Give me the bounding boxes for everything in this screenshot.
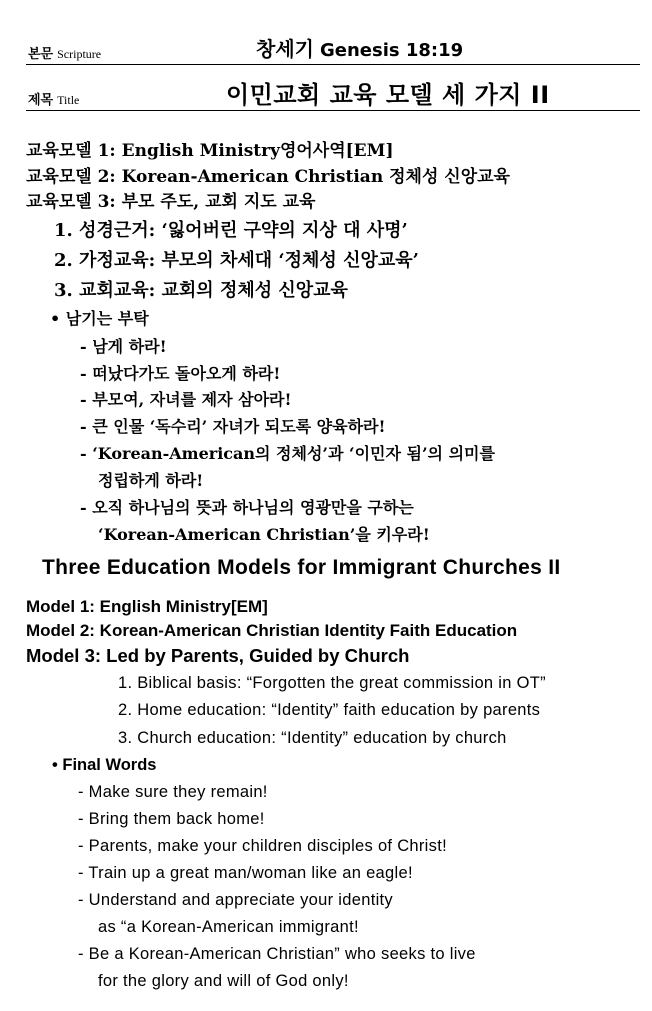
title-label: 제목 Title	[28, 93, 80, 108]
scripture-label: 본문 Scripture	[28, 47, 102, 62]
en-numbered-3: 3. Church education: “Identity” education by church	[118, 729, 507, 747]
en-model-3: Model 3: Led by Parents, Guided by Church	[26, 645, 410, 666]
ko-item-3: - 부모여, 자녀를 제자 삼아라!	[80, 390, 292, 409]
ko-numbered-2: 2. 가정교육: 부모의 차세대 ‘정체성 신앙교육’	[54, 250, 419, 271]
en-item-6-cont: for the glory and will of God only!	[98, 972, 349, 990]
scripture-row	[26, 34, 640, 65]
en-bullet-heading: • Final Words	[52, 756, 157, 774]
en-numbered-2: 2. Home education: “Identity” faith education by parents	[118, 701, 541, 719]
en-numbered-1: 1. Biblical basis: “Forgotten the great commission in OT”	[118, 674, 546, 692]
ko-item-2: - 떠났다가도 돌아오게 하라!	[80, 364, 281, 383]
ko-model-2: 교육모델 2: Korean-American Christian 정체성 신앙교육	[26, 167, 510, 187]
en-item-5: - Understand and appreciate your identity	[78, 891, 393, 909]
en-item-5-cont: as “a Korean-American immigrant!	[98, 918, 359, 936]
ko-numbered-3: 3. 교회교육: 교회의 정체성 신앙교육	[54, 280, 348, 301]
english-title: Three Education Models for Immigrant Churches II	[42, 556, 561, 579]
scripture-reference: 창세기 Genesis 18:19	[256, 37, 464, 61]
ko-item-5: - ‘Korean-American의 정체성’과 ‘이민자 됨’의 의미를	[80, 444, 495, 463]
ko-item-4: - 큰 인물 ‘독수리’ 자녀가 되도록 양육하라!	[80, 417, 386, 436]
ko-item-5-cont: 정립하게 하라!	[98, 471, 204, 490]
en-item-1: - Make sure they remain!	[78, 783, 268, 801]
sermon-title: 이민교회 교육 모델 세 가지 II	[226, 81, 550, 109]
en-item-3: - Parents, make your children disciples of Christ!	[78, 837, 447, 855]
ko-model-1: 교육모델 1: English Ministry영어사역[EM]	[26, 141, 394, 161]
ko-item-6-cont: ‘Korean-American Christian’을 키우라!	[98, 525, 430, 544]
en-item-4: - Train up a great man/woman like an eagle!	[78, 864, 413, 882]
en-item-2: - Bring them back home!	[78, 810, 265, 828]
ko-model-3: 교육모델 3: 부모 주도, 교회 지도 교육	[26, 192, 316, 212]
en-model-1: Model 1: English Ministry[EM]	[26, 597, 268, 616]
title-row	[26, 78, 640, 111]
ko-item-6: - 오직 하나님의 뜻과 하나님의 영광만을 구하는	[80, 498, 414, 517]
en-model-2: Model 2: Korean-American Christian Identity Faith Education	[26, 621, 518, 640]
ko-bullet-heading: • 남기는 부탁	[50, 309, 149, 328]
en-item-6: - Be a Korean-American Christian” who seeks to live	[78, 945, 476, 963]
ko-item-1: - 남게 하라!	[80, 337, 167, 356]
ko-numbered-1: 1. 성경근거: ‘잃어버린 구약의 지상 대 사명’	[54, 220, 408, 241]
